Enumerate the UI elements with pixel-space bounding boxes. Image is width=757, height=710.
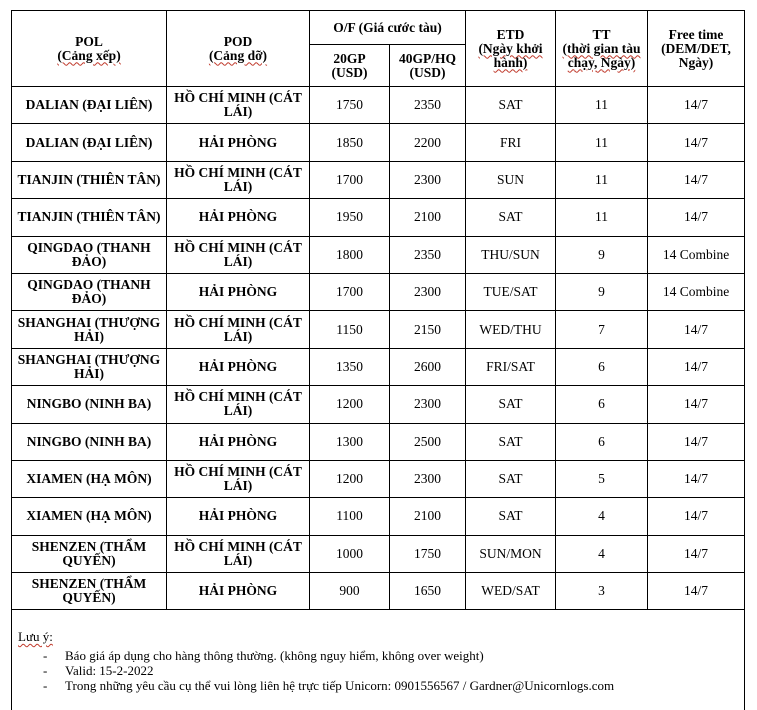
- cell-free-time: 14/7: [648, 124, 745, 161]
- cell-20gp: 1200: [310, 460, 390, 497]
- cell-free-time: 14/7: [648, 199, 745, 236]
- cell-40gp: 1750: [390, 535, 466, 572]
- freight-rate-table: [11, 10, 745, 610]
- cell-pod: HẢI PHÒNG: [167, 348, 310, 385]
- cell-etd: SUN/MON: [466, 535, 556, 572]
- cell-tt: 6: [556, 423, 648, 460]
- cell-20gp: 1700: [310, 161, 390, 198]
- cell-20gp: 1950: [310, 199, 390, 236]
- cell-tt: 11: [556, 87, 648, 124]
- cell-etd: SAT: [466, 87, 556, 124]
- cell-pol: NINGBO (NINH BA): [12, 386, 167, 423]
- table-row: [12, 311, 745, 348]
- header-pod: POD (Cảng dỡ): [167, 11, 310, 87]
- cell-tt: 9: [556, 236, 648, 273]
- cell-40gp: 2300: [390, 386, 466, 423]
- cell-free-time: 14/7: [648, 423, 745, 460]
- cell-pol: SHANGHAI (THƯỢNG HẢI): [12, 348, 167, 385]
- notes-list: [18, 649, 748, 694]
- cell-40gp: 2100: [390, 498, 466, 535]
- table-row: [12, 87, 745, 124]
- header-free-time: Free time (DEM/DET, Ngày): [648, 11, 745, 87]
- cell-etd: FRI: [466, 124, 556, 161]
- cell-20gp: 1700: [310, 273, 390, 310]
- note-text: Trong những yêu cầu cụ thể vui lòng liên hệ trực tiếp Unicorn: 0901556567 / Gardner@Unicornlogs.com: [65, 678, 615, 693]
- cell-20gp: 1300: [310, 423, 390, 460]
- cell-etd: THU/SUN: [466, 236, 556, 273]
- header-pol: POL (Cảng xếp): [12, 11, 167, 87]
- cell-etd: SAT: [466, 386, 556, 423]
- cell-pod: HẢI PHÒNG: [167, 273, 310, 310]
- cell-pod: HỒ CHÍ MINH (CÁT LÁI): [167, 386, 310, 423]
- cell-free-time: 14 Combine: [648, 236, 745, 273]
- cell-free-time: 14/7: [648, 498, 745, 535]
- cell-pod: HẢI PHÒNG: [167, 423, 310, 460]
- cell-pol: SHENZEN (THẨM QUYẾN): [12, 573, 167, 610]
- cell-40gp: 2200: [390, 124, 466, 161]
- notes-title: Lưu ý:: [18, 629, 53, 644]
- cell-40gp: 2300: [390, 460, 466, 497]
- cell-20gp: 1800: [310, 236, 390, 273]
- header-of: O/F (Giá cước tàu): [310, 11, 466, 45]
- table-row: [12, 236, 745, 273]
- table-row: [12, 161, 745, 198]
- cell-pod: HẢI PHÒNG: [167, 573, 310, 610]
- header-40gp: 40GP/HQ (USD): [390, 45, 466, 87]
- cell-pod: HỒ CHÍ MINH (CÁT LÁI): [167, 161, 310, 198]
- cell-tt: 7: [556, 311, 648, 348]
- cell-pol: QINGDAO (THANH ĐẢO): [12, 273, 167, 310]
- cell-20gp: 1150: [310, 311, 390, 348]
- cell-etd: SAT: [466, 498, 556, 535]
- cell-pod: HỒ CHÍ MINH (CÁT LÁI): [167, 236, 310, 273]
- cell-etd: TUE/SAT: [466, 273, 556, 310]
- cell-40gp: 2500: [390, 423, 466, 460]
- cell-pod: HỒ CHÍ MINH (CÁT LÁI): [167, 87, 310, 124]
- cell-etd: SUN: [466, 161, 556, 198]
- cell-tt: 9: [556, 273, 648, 310]
- table-row: [12, 386, 745, 423]
- cell-etd: FRI/SAT: [466, 348, 556, 385]
- note-text: Báo giá áp dụng cho hàng thông thường. (không nguy hiểm, không over weight): [65, 648, 484, 663]
- cell-pod: HỒ CHÍ MINH (CÁT LÁI): [167, 460, 310, 497]
- header-20gp: 20GP (USD): [310, 45, 390, 87]
- cell-40gp: 2350: [390, 87, 466, 124]
- cell-etd: WED/SAT: [466, 573, 556, 610]
- cell-pol: SHANGHAI (THƯỢNG HẢI): [12, 311, 167, 348]
- cell-pol: XIAMEN (HẠ MÔN): [12, 460, 167, 497]
- note-text: Valid: 15-2-2022: [65, 663, 154, 678]
- cell-tt: 4: [556, 498, 648, 535]
- table-row: [12, 348, 745, 385]
- cell-tt: 5: [556, 460, 648, 497]
- cell-40gp: 2150: [390, 311, 466, 348]
- cell-tt: 4: [556, 535, 648, 572]
- cell-40gp: 2300: [390, 161, 466, 198]
- cell-40gp: 2600: [390, 348, 466, 385]
- cell-tt: 11: [556, 199, 648, 236]
- cell-tt: 11: [556, 124, 648, 161]
- cell-tt: 6: [556, 348, 648, 385]
- cell-pod: HẢI PHÒNG: [167, 199, 310, 236]
- cell-free-time: 14/7: [648, 535, 745, 572]
- cell-pol: SHENZEN (THẨM QUYẾN): [12, 535, 167, 572]
- header-tt: TT (thời gian tàu chạy, Ngày): [556, 11, 648, 87]
- table-row: [12, 273, 745, 310]
- header-etd: ETD (Ngày khởi hành): [466, 11, 556, 87]
- cell-tt: 3: [556, 573, 648, 610]
- cell-free-time: 14/7: [648, 573, 745, 610]
- cell-20gp: 1850: [310, 124, 390, 161]
- bullet-dash: -: [43, 663, 48, 678]
- table-row: [12, 573, 745, 610]
- cell-40gp: 2100: [390, 199, 466, 236]
- cell-pod: HẢI PHÒNG: [167, 124, 310, 161]
- cell-20gp: 1100: [310, 498, 390, 535]
- cell-20gp: 1350: [310, 348, 390, 385]
- cell-40gp: 2350: [390, 236, 466, 273]
- bullet-dash: -: [43, 648, 48, 663]
- cell-etd: WED/THU: [466, 311, 556, 348]
- cell-pol: NINGBO (NINH BA): [12, 423, 167, 460]
- cell-20gp: 1200: [310, 386, 390, 423]
- cell-pod: HỒ CHÍ MINH (CÁT LÁI): [167, 311, 310, 348]
- cell-pol: XIAMEN (HẠ MÔN): [12, 498, 167, 535]
- cell-tt: 11: [556, 161, 648, 198]
- table-row: [12, 124, 745, 161]
- cell-pod: HẢI PHÒNG: [167, 498, 310, 535]
- bullet-dash: -: [43, 678, 48, 693]
- cell-free-time: 14/7: [648, 311, 745, 348]
- cell-pol: TIANJIN (THIÊN TÂN): [12, 161, 167, 198]
- cell-40gp: 2300: [390, 273, 466, 310]
- cell-free-time: 14/7: [648, 161, 745, 198]
- cell-20gp: 1000: [310, 535, 390, 572]
- cell-etd: SAT: [466, 199, 556, 236]
- cell-free-time: 14/7: [648, 386, 745, 423]
- cell-pol: QINGDAO (THANH ĐẢO): [12, 236, 167, 273]
- table-row: [12, 460, 745, 497]
- cell-free-time: 14/7: [648, 460, 745, 497]
- cell-free-time: 14/7: [648, 87, 745, 124]
- table-row: [12, 423, 745, 460]
- cell-etd: SAT: [466, 460, 556, 497]
- note-item: [18, 649, 748, 664]
- notes-section: [18, 630, 748, 694]
- rate-rows: [12, 87, 745, 610]
- note-item: [18, 679, 748, 694]
- cell-tt: 6: [556, 386, 648, 423]
- table-row: [12, 498, 745, 535]
- cell-20gp: 900: [310, 573, 390, 610]
- cell-pod: HỒ CHÍ MINH (CÁT LÁI): [167, 535, 310, 572]
- cell-pol: TIANJIN (THIÊN TÂN): [12, 199, 167, 236]
- cell-pol: DALIAN (ĐẠI LIÊN): [12, 87, 167, 124]
- table-row: [12, 199, 745, 236]
- cell-pol: DALIAN (ĐẠI LIÊN): [12, 124, 167, 161]
- cell-20gp: 1750: [310, 87, 390, 124]
- cell-40gp: 1650: [390, 573, 466, 610]
- table-row: [12, 535, 745, 572]
- cell-free-time: 14/7: [648, 348, 745, 385]
- cell-etd: SAT: [466, 423, 556, 460]
- note-item: [18, 664, 748, 679]
- cell-free-time: 14 Combine: [648, 273, 745, 310]
